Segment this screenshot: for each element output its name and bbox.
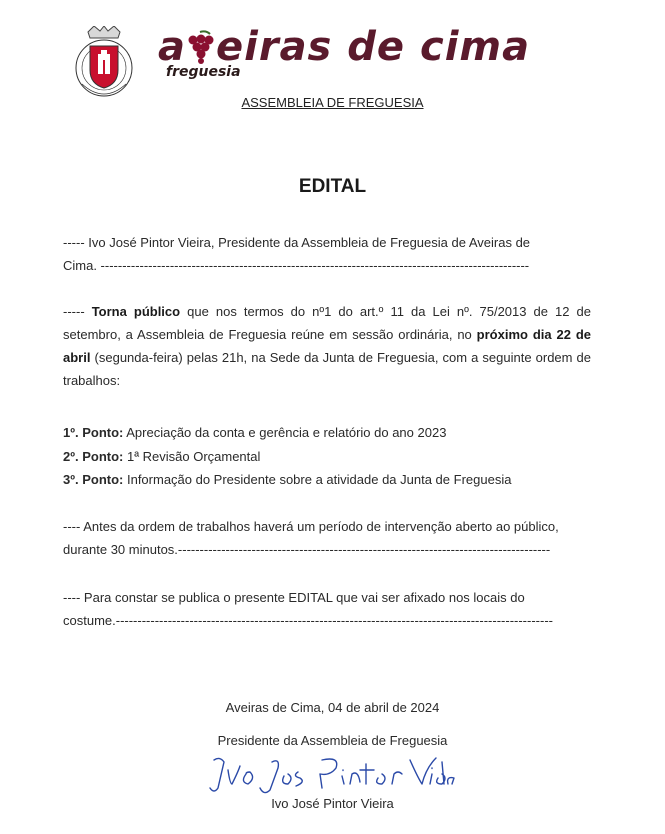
agenda-item-text: Apreciação da conta e gerência e relatório do ano 2023 bbox=[123, 425, 447, 440]
agenda-item-2 bbox=[63, 445, 511, 469]
agenda-list bbox=[63, 421, 511, 492]
agenda-item-label: 2º. Ponto: bbox=[63, 448, 124, 464]
intervention-line-2: durante 30 minutos.-------------------------------------------------------------------------------------- bbox=[63, 542, 551, 557]
agenda-item-3 bbox=[63, 468, 511, 492]
signatory-name: Ivo José Pintor Vieira bbox=[271, 796, 394, 811]
intervention-line-1: ---- Antes da ordem de trabalhos haverá um período de intervenção aberto ao público, bbox=[63, 519, 559, 534]
document-title: EDITAL bbox=[298, 176, 367, 197]
notice-text-2: (segunda-feira) pelas 21h, na Sede da Junta de Freguesia, com a seguinte ordem de trabalhos: bbox=[63, 350, 591, 388]
brand-suffix: eiras de cima bbox=[216, 24, 531, 70]
place-date: Aveiras de Cima, 04 de abril de 2024 bbox=[225, 700, 440, 715]
notice-lead: ----- bbox=[63, 304, 92, 319]
intro-paragraph bbox=[63, 231, 591, 277]
agenda-item-label: 3º. Ponto: bbox=[63, 472, 124, 487]
signatory-role: Presidente da Assembleia de Freguesia bbox=[217, 733, 448, 748]
agenda-item-text: Informação do Presidente sobre a atividade da Junta de Freguesia bbox=[123, 472, 512, 487]
handwritten-signature bbox=[200, 748, 460, 798]
agenda-item-1 bbox=[63, 421, 511, 445]
brand-prefix: a bbox=[158, 24, 186, 70]
publication-paragraph bbox=[63, 586, 591, 632]
publication-line-2: costume.----------------------------------------------------------------------------------------------------- bbox=[63, 613, 553, 628]
coat-of-arms-icon bbox=[74, 26, 134, 98]
notice-bold-1: Torna público bbox=[91, 304, 181, 319]
agenda-item-text: 1ª Revisão Orçamental bbox=[123, 448, 261, 464]
brand-subtitle: freguesia bbox=[166, 64, 241, 80]
public-intervention-paragraph bbox=[63, 515, 591, 561]
assembly-heading: ASSEMBLEIA DE FREGUESIA bbox=[241, 95, 424, 110]
notice-paragraph bbox=[63, 300, 591, 392]
notice-text-1: que nos termos do nº1 do art.º 11 da Lei nº. 75/2013 de 12 de setembro, a Assembleia de Freguesia reúne em sessão ordinária, no bbox=[63, 304, 591, 342]
intro-line-1: ----- Ivo José Pintor Vieira, Presidente da Assembleia de Freguesia de Aveiras de bbox=[63, 235, 531, 250]
notice-bold-2: próximo dia 22 de abril bbox=[63, 327, 591, 365]
publication-line-1: ---- Para constar se publica o presente EDITAL que vai ser afixado nos locais do bbox=[63, 590, 525, 605]
agenda-item-label: 1º. Ponto: bbox=[63, 425, 124, 440]
intro-line-2: Cima. --------------------------------------------------------------------------------------------------- bbox=[63, 258, 530, 273]
grape-icon bbox=[186, 30, 216, 64]
